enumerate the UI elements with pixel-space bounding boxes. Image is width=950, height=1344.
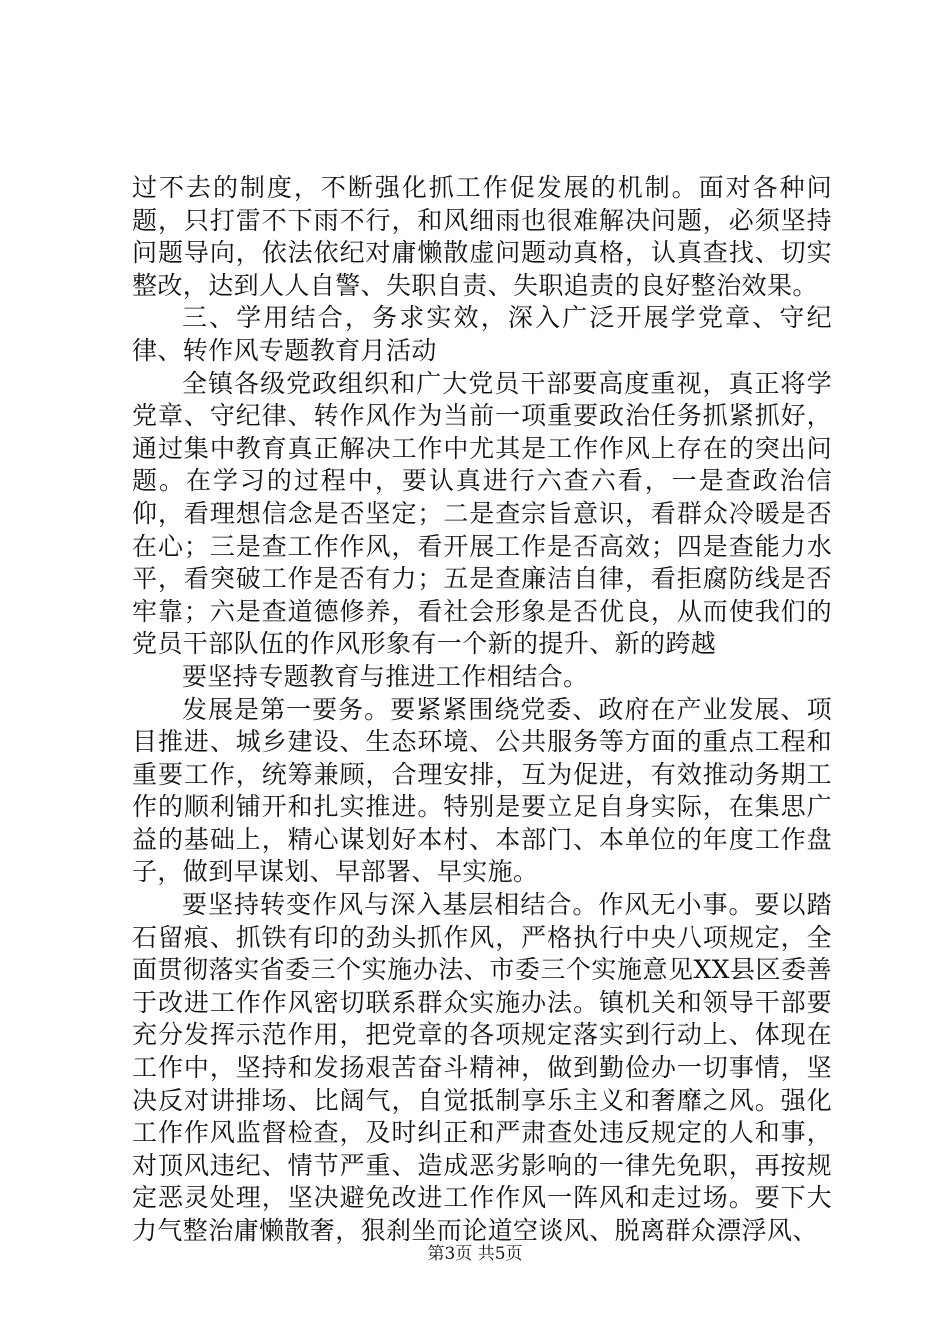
- paragraph-4: 要坚持专题教育与推进工作相结合。: [182, 661, 589, 691]
- paragraph-1: 过不去的制度，不断强化抓工作促发展的机制。面对各种问题，只打雷不下雨不行，和风细雨也很难解决问题，必须坚持问题导向，依法依纪对庸懒散虚问题动真格，认真查找、切实整改，达到人人自警、失职自责、失职追责的良好整治效果。: [132, 173, 832, 300]
- document-body: [132, 172, 832, 1248]
- paragraph-2-heading: 三、学用结合，务求实效，深入广泛开展学党章、守纪律、转作风专题教育月活动: [132, 303, 832, 365]
- paragraph-3: 全镇各级党政组织和广大党员干部要高度重视，真正将学党章、守纪律、转作风作为当前一项重要政治任务抓紧抓好，通过集中教育真正解决工作中尤其是工作作风上存在的突出问题。在学习的过程中，要认真进行六查六看，一是查政治信仰，看理想信念是否坚定；二是查宗旨意识，看群众冷暖是否在心；三是查工作作风，看开展工作是否高效；四是查能力水平，看突破工作是否有力；五是查廉洁自律，看拒腐防线是否牢靠；六是查道德修养，看社会形象是否优良，从而使我们的党员干部队伍的作风形象有一个新的提升、新的跨越: [132, 368, 832, 659]
- page-footer: [0, 1243, 950, 1265]
- paragraph-6: 要坚持转变作风与深入基层相结合。作风无小事。要以踏石留痕、抓铁有印的劲头抓作风，严格执行中央八项规定，全面贯彻落实省委三个实施办法、市委三个实施意见XX县区委善于改进工作作风密切联系群众实施办法。镇机关和领导干部要充分发挥示范作用，把党章的各项规定落实到行动上、体现在工作中，坚持和发扬艰苦奋斗精神，做到勤俭办一切事情，坚决反对讲排场、比阔气，自觉抵制享乐主义和奢靡之风。强化工作作风监督检查，及时纠正和严肃查处违反规定的人和事，对顶风违纪、情节严重、造成恶劣影响的一律先免职，再按规定恶灵处理，坚决避免改进工作作风一阵风和走过场。要下大力气整治庸懒散奢，狠刹坐而论道空谈风、脱离群众漂浮风、: [132, 890, 832, 1245]
- paragraph-5: 发展是第一要务。要紧紧围绕党委、政府在产业发展、项目推进、城乡建设、生态环境、公共服务等方面的重点工程和重要工作，统筹兼顾，合理安排，互为促进，有效推动务期工作的顺利铺开和扎实推进。特别是要立足自身实际，在集思广益的基础上，精心谋划好本村、本部门、本单位的年度工作盘子，做到早谋划、早部署、早实施。: [132, 694, 832, 887]
- page-number-label: 第3页 共5页: [427, 1244, 523, 1264]
